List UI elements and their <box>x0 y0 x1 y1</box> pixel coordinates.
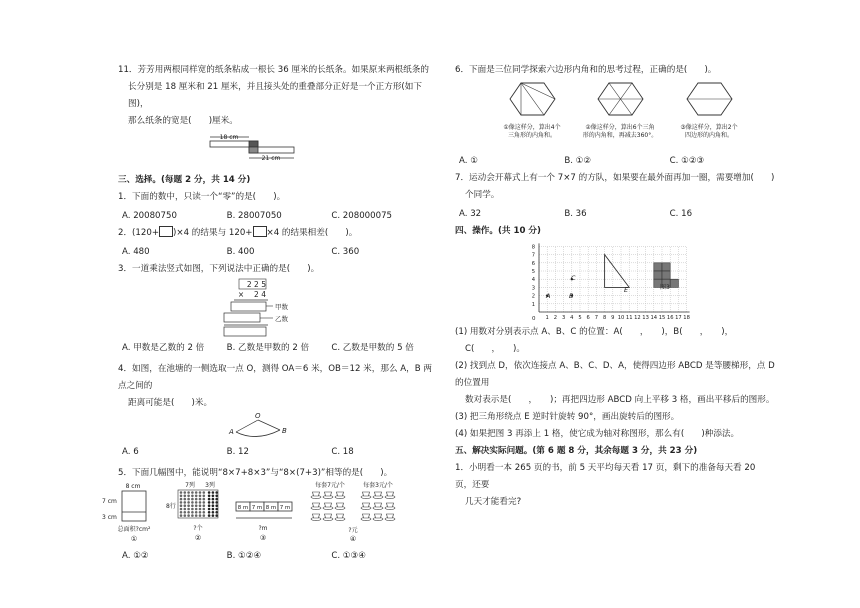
array-dot <box>195 498 198 501</box>
array-dot <box>195 504 198 507</box>
array-dot <box>187 498 190 501</box>
array-dot <box>208 491 211 494</box>
array-dot <box>187 508 190 511</box>
y-tick-label: 4 <box>531 277 535 284</box>
q5-f2-left-cols: 7列 <box>185 482 195 489</box>
array-dot <box>212 511 215 514</box>
x-tick-label: 5 <box>578 315 582 321</box>
cup-icon <box>375 503 382 507</box>
op3: (3) 把三角形绕点 E 逆时针旋转 90°，画出旋转后的图形。 <box>455 412 680 422</box>
array-dot <box>203 495 206 498</box>
array-dot <box>184 504 187 507</box>
array-dot <box>208 504 211 507</box>
y-tick-label: 6 <box>531 260 535 267</box>
q3-multiplicand: 2 2 5 <box>246 280 266 289</box>
hexagon-3 <box>680 83 737 139</box>
array-dot <box>191 504 194 507</box>
x-tick-label: 3 <box>561 315 566 321</box>
cup-icon <box>325 514 332 518</box>
array-dot <box>180 514 183 517</box>
cup-icon <box>313 503 320 507</box>
q6-option-c[interactable]: C. ①②③ <box>669 156 705 166</box>
q3-options <box>118 340 436 357</box>
q5-f4-right: 每套3元/个 <box>363 482 393 489</box>
point-b-label: B <box>569 292 574 300</box>
grid-origin: 0 <box>532 316 536 322</box>
q5-f2-right-cols: 3列 <box>205 482 215 489</box>
array-dot <box>187 511 190 514</box>
q7-options <box>455 206 775 223</box>
q2-blank-box-1 <box>159 226 173 237</box>
q2-part2: )×4 的结果与 120+ <box>173 228 253 238</box>
cup-icon <box>337 492 344 496</box>
array-dot <box>212 501 215 504</box>
cup-icon <box>363 492 370 496</box>
question-11 <box>118 62 436 130</box>
op1-line1: (1) 用数对分别表示点 A、B、C 的位置：A( ， )，B( ， )， <box>455 327 734 337</box>
question-7 <box>455 170 775 204</box>
q1-stem: 1．下面的数中，只读一个“零”的是( )。 <box>118 192 286 202</box>
q5-f3-bottom: ?m <box>258 525 268 532</box>
question-6: 6．下面是三位同学探索六边形内角和的思考过程，正确的是( )。 <box>455 65 717 75</box>
q5-option-c[interactable]: C. ①③④ <box>331 551 366 561</box>
segment-label: 8 m <box>237 505 249 511</box>
q5-f1-left2: 3 cm <box>102 514 117 521</box>
array-dot <box>187 514 190 517</box>
array-dot <box>208 498 211 501</box>
q7-option-a[interactable]: A. 32 <box>459 209 482 219</box>
x-tick-label: 2 <box>553 315 558 321</box>
array-dot <box>203 511 206 514</box>
array-dot <box>215 504 218 507</box>
segment-label: 7 m <box>251 505 263 511</box>
array-dot <box>215 491 218 494</box>
cup-icon <box>363 503 370 507</box>
array-dot <box>203 491 206 494</box>
array-dot <box>191 495 194 498</box>
array-dot <box>212 504 215 507</box>
array-dot <box>199 498 202 501</box>
cup-icon <box>337 503 344 507</box>
array-dot <box>187 501 190 504</box>
q11-fig-top-label: 18 cm <box>219 134 239 141</box>
q6-caption-2a: ②像这样分，算出6个三角 <box>585 124 655 131</box>
array-dot <box>215 501 218 504</box>
q4-point-a: A <box>229 428 234 436</box>
q5-f1-num: ① <box>130 535 138 543</box>
segment-label: 7 m <box>279 505 291 511</box>
coordinate-grid <box>455 240 775 322</box>
q2-blank-box-2 <box>253 226 267 237</box>
array-dot <box>215 495 218 498</box>
array-dot <box>212 498 215 501</box>
array-dot <box>215 511 218 514</box>
question-1 <box>118 189 436 206</box>
array-dot <box>180 495 183 498</box>
grid-shapes <box>546 255 678 297</box>
q1-option-b[interactable]: B. 28007050 <box>226 211 282 221</box>
q5-f1-top: 8 cm <box>125 483 141 490</box>
cup-icon <box>337 514 344 518</box>
array-dot <box>184 508 187 511</box>
y-tick-label: 7 <box>531 252 535 259</box>
y-tick-label: 5 <box>531 269 535 275</box>
right-column <box>455 62 775 511</box>
y-tick-label: 8 <box>531 244 535 251</box>
array-dot <box>191 514 194 517</box>
question-5: 5．下面几幅图中，能说明“8×7+8×3”与“8×(7+3)”相等的是( )。 <box>118 468 393 478</box>
section-5-title: 五、解决实际问题。(第 6 题 8 分，其余每题 3 分，共 23 分) <box>455 446 698 456</box>
array-dot <box>195 508 198 511</box>
array-dot <box>199 514 202 517</box>
array-dot <box>203 508 206 511</box>
q4-option-a[interactable]: A. 6 <box>122 447 139 457</box>
q4-line1: 4．如图，在池塘的一侧选取一点 O，测得 OA＝6 米，OB＝12 米，那么 A，B 两点之间的 <box>118 364 432 391</box>
cup-icon <box>313 514 320 518</box>
q5-f3-num: ③ <box>259 534 267 542</box>
array-dot <box>212 495 215 498</box>
q4-line2: 距离可能是( )米。 <box>128 398 213 408</box>
operations <box>455 324 775 443</box>
cup-icon <box>325 492 332 496</box>
q7-line1: 7．运动会开幕式上有一个 7×7 的方队，如果要在最外面再加一圈，需要增加( ) <box>455 173 775 183</box>
x-tick-label: 18 <box>683 315 690 321</box>
q2-options <box>118 244 436 261</box>
q5-figure-3 <box>236 502 292 542</box>
array-dot <box>203 498 206 501</box>
array-dot <box>212 491 215 494</box>
cup-icon <box>375 514 382 518</box>
q7-line2: 个同学。 <box>465 190 500 200</box>
paper-strip-figure <box>118 130 436 164</box>
cup-icon <box>325 503 332 507</box>
x-tick-label: 4 <box>570 315 574 321</box>
cup-icon <box>387 514 394 518</box>
array-dot <box>199 501 202 504</box>
figure-3-cell <box>654 263 662 271</box>
q5-figure-2 <box>166 481 218 542</box>
left-column <box>102 62 436 565</box>
q3-label-jia: 甲数 <box>275 303 288 311</box>
question-2 <box>118 225 436 242</box>
section-4-title: 四、操作。(共 10 分) <box>455 226 541 236</box>
hexagon-1 <box>503 83 560 139</box>
y-tick-label: 1 <box>531 301 535 308</box>
q5-option-b[interactable]: B. ①②④ <box>226 551 262 561</box>
q2-part3: ×4 的结果相差( )。 <box>266 228 358 238</box>
array-dot <box>184 501 187 504</box>
q2-option-b[interactable]: B. 400 <box>226 247 255 257</box>
q6-caption-3b: 四边形的内角和。 <box>684 132 734 139</box>
array-dot <box>184 514 187 517</box>
array-dot <box>195 495 198 498</box>
array-dot <box>199 495 202 498</box>
array-dot <box>191 501 194 504</box>
q1-option-c[interactable]: C. 208000075 <box>331 211 393 221</box>
question-4 <box>118 361 436 412</box>
question-3: 3．一道乘法竖式如图，下列说法中正确的是( )。 <box>118 264 320 274</box>
section-3-title: 三、选择。(每题 2 分，共 14 分) <box>118 175 251 185</box>
array-dot <box>195 511 198 514</box>
op4: (4) 如果把图 3 再添上 1 格，使它成为轴对称图形，那么有( )种添法。 <box>455 429 740 439</box>
q1-option-a[interactable]: A. 20080750 <box>122 211 177 221</box>
q3-option-b[interactable]: B. 乙数是甲数的 2 倍 <box>226 343 310 353</box>
hexagon-figures <box>455 79 775 151</box>
array-dot <box>180 508 183 511</box>
op2-line2: 数对表示是( ， )；再把四边形 ABCD 向上平移 3 格，画出平移后的图形。 <box>465 395 775 405</box>
x-tick-label: 7 <box>594 315 599 321</box>
cup-icon <box>387 503 394 507</box>
y-tick-label: 2 <box>531 293 535 300</box>
array-dot <box>195 501 198 504</box>
x-tick-label: 15 <box>658 315 666 321</box>
x-tick-label: 10 <box>617 315 625 321</box>
q5-f2-num: ② <box>194 534 202 542</box>
q7-option-b[interactable]: B. 36 <box>564 209 587 219</box>
q2-part1: 2．(120+ <box>118 228 160 238</box>
q4-options <box>118 444 436 461</box>
problem-1 <box>455 460 775 511</box>
array-dot <box>195 514 198 517</box>
q5-figure-4 <box>311 481 395 543</box>
array-dot <box>208 501 211 504</box>
q2-option-c[interactable]: C. 360 <box>331 247 360 257</box>
x-tick-label: 9 <box>611 315 615 321</box>
q3-multiplier: × 2 4 <box>237 290 266 299</box>
q5-option-a[interactable]: A. ①② <box>122 551 149 561</box>
array-dot <box>184 511 187 514</box>
q4-option-c[interactable]: C. 18 <box>331 447 354 457</box>
y-tick-label: 3 <box>531 285 535 292</box>
x-tick-label: 12 <box>634 315 641 321</box>
figure-3-cell <box>662 263 670 271</box>
array-dot <box>212 514 215 517</box>
q3-label-yi: 乙数 <box>275 315 288 323</box>
figure-3-cell <box>670 279 678 287</box>
figure-3-cell <box>654 271 662 279</box>
q6-options <box>455 153 775 170</box>
array-dot <box>187 491 190 494</box>
x-tick-label: 6 <box>586 315 590 321</box>
q5-f4-num: ④ <box>349 535 357 543</box>
q6-caption-3a: ③像这样分，算出2个 <box>680 124 738 131</box>
pond-figure <box>118 412 436 442</box>
q11-line3: 那么纸条的宽是( )厘米。 <box>128 116 238 126</box>
array-dot <box>208 495 211 498</box>
q1-options <box>118 208 436 225</box>
array-dot <box>199 511 202 514</box>
q6-caption-2b: 形的内角和，再减去360°。 <box>582 132 658 139</box>
array-dot <box>199 504 202 507</box>
cup-icon <box>375 492 382 496</box>
x-tick-label: 14 <box>650 315 658 321</box>
q4-option-b[interactable]: B. 12 <box>226 447 249 457</box>
q5-f1-bottom: 总面积?cm² <box>117 526 151 533</box>
x-tick-label: 1 <box>545 315 549 321</box>
array-dot <box>187 495 190 498</box>
q5-f2-rows: 8行 <box>166 503 176 510</box>
q11-line2: 长分别是 18 厘米和 21 厘米，并且接头处的重叠部分正好是一个正方形(如下图)， <box>128 82 422 109</box>
q5-f2-bottom: ?个 <box>193 525 203 532</box>
array-dot <box>191 511 194 514</box>
q3-option-c[interactable]: C. 乙数是甲数的 5 倍 <box>331 343 414 353</box>
cup-icon <box>387 492 394 496</box>
q11-line1: 11．芳芳用两根同样宽的纸条粘成一根长 36 厘米的长纸条。如果原来两根纸条的 <box>118 65 429 75</box>
array-dot <box>208 511 211 514</box>
q5-f4-left: 每套7元/个 <box>315 482 345 489</box>
op2-line1: (2) 找到点 D，依次连接点 A、B、C、D、A，使得四边形 ABCD 是等腰梯形，点 D 的位置用 <box>455 361 775 388</box>
q4-point-o: O <box>255 412 261 420</box>
array-dot <box>208 514 211 517</box>
array-dot <box>203 514 206 517</box>
array-dot <box>184 495 187 498</box>
array-dot <box>199 491 202 494</box>
array-dot <box>184 491 187 494</box>
problem-1-line2: 几天才能看完? <box>465 497 522 507</box>
array-dot <box>208 508 211 511</box>
array-dot <box>180 498 183 501</box>
cup-icon <box>313 492 320 496</box>
segment-label: 8 m <box>265 505 277 511</box>
array-dot <box>184 498 187 501</box>
array-dot <box>195 491 198 494</box>
point-e-label: E <box>624 286 629 294</box>
cup-icon <box>363 514 370 518</box>
array-dot <box>180 511 183 514</box>
array-dot <box>191 498 194 501</box>
q6-caption-1b: 三角形的内角和。 <box>507 132 557 139</box>
array-dot <box>180 504 183 507</box>
array-dot <box>191 491 194 494</box>
point-a-label: A <box>546 292 551 300</box>
problem-1-line1: 1．小明看一本 265 页的书，前 5 天平均每天看 17 页，剩下的准备每天看 20 页，还要 <box>455 463 756 490</box>
q5-figures <box>102 482 436 546</box>
q5-f4-bottom: ?元 <box>348 527 358 534</box>
array-dot <box>187 504 190 507</box>
q7-option-c[interactable]: C. 16 <box>669 209 693 219</box>
x-tick-label: 11 <box>625 315 633 321</box>
array-dot <box>180 501 183 504</box>
hexagon-2 <box>583 83 657 139</box>
x-tick-label: 17 <box>675 315 682 321</box>
op1-line2: C( ， )。 <box>465 344 525 354</box>
array-dot <box>215 498 218 501</box>
figure-3-label: 图3 <box>660 284 670 291</box>
figure-3-cell <box>662 271 670 279</box>
array-dot <box>191 508 194 511</box>
q6-option-b[interactable]: B. ①② <box>564 156 592 166</box>
q11-fig-bottom-label: 21 cm <box>261 155 281 162</box>
q5-options <box>118 548 436 565</box>
array-dot <box>203 501 206 504</box>
array-dot <box>180 491 183 494</box>
array-dot <box>212 508 215 511</box>
array-dot <box>203 504 206 507</box>
q6-caption-1a: ①像这样分，算出4个 <box>503 124 561 131</box>
q2-option-a[interactable]: A. 480 <box>122 247 150 257</box>
vertical-multiplication-figure <box>118 278 436 338</box>
x-tick-label: 8 <box>602 315 607 321</box>
array-dot <box>199 508 202 511</box>
q6-option-a[interactable]: A. ① <box>459 156 478 166</box>
x-tick-label: 16 <box>666 315 674 321</box>
q5-f1-left1: 7 cm <box>102 498 117 505</box>
x-tick-label: 13 <box>642 315 649 321</box>
q3-option-a[interactable]: A. 甲数是乙数的 2 倍 <box>122 343 205 353</box>
point-c-label: C <box>571 274 576 282</box>
q5-figure-1 <box>102 483 151 543</box>
q4-point-b: B <box>282 427 287 435</box>
array-dot <box>215 514 218 517</box>
array-dot <box>215 508 218 511</box>
